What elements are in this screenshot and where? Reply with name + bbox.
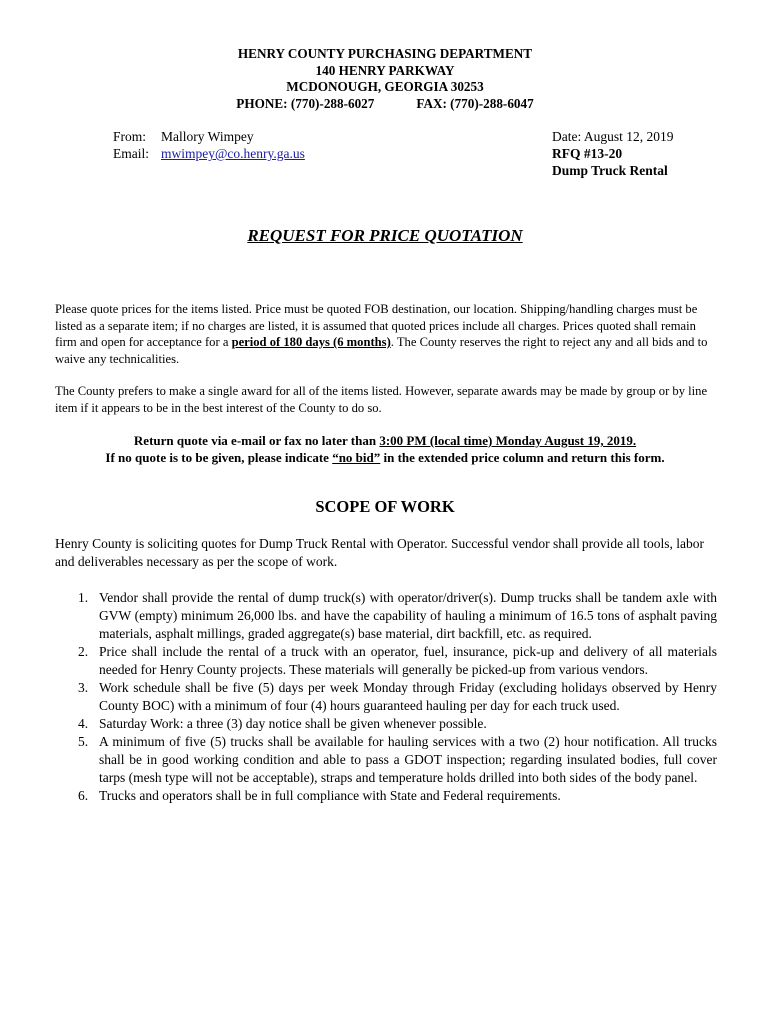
list-text: Trucks and operators shall be in full compliance with State and Federal requirements.	[99, 788, 561, 803]
rfq-subject: Dump Truck Rental	[552, 163, 668, 178]
list-text: Work schedule shall be five (5) days per week Monday through Friday (excluding holidays observed by Henry County BOC) with a minimum of four (4) hours guaranteed hauling per day for each truck used.	[99, 680, 717, 713]
list-item	[55, 733, 717, 787]
fax-number: FAX: (770)-288-6047	[416, 95, 534, 111]
list-number: 3.	[78, 680, 89, 695]
scope-intro: Henry County is soliciting quotes for Dump Truck Rental with Operator. Successful vendor shall provide all tools, labor and deliverables necessary as per the scope of work.	[55, 536, 705, 569]
from-row	[113, 128, 305, 145]
pricing-terms-paragraph	[55, 301, 713, 367]
pricing-terms-text: Please quote prices for the items listed. Price must be quoted FOB destination, our location. Shipping/handling charges must be listed as a separate item; if no charges are listed, it is assumed that quoted prices include all charges. Prices quoted shall remain firm and open for acceptance for a	[55, 302, 698, 349]
list-item	[55, 679, 717, 715]
phone-number: PHONE: (770)-288-6027	[236, 95, 375, 111]
acceptance-period: period of 180 days (6 months)	[231, 335, 391, 349]
return-deadline-line	[0, 432, 770, 449]
list-text: Vendor shall provide the rental of dump truck(s) with operator/driver(s). Dump trucks shall be tandem axle with GVW (empty) minimum 26,000 lbs. and have the capability of hauling a minimum of 16.5 tons of asphalt paving materials, asphalt millings, graded aggregate(s) base material, dirt backfill, etc. as required.	[99, 590, 717, 641]
email-row	[113, 145, 305, 162]
rfq-number: RFQ #13-20	[552, 146, 623, 161]
no-bid-term: “no bid”	[332, 450, 381, 465]
no-bid-text: If no quote is to be given, please indicate	[105, 450, 333, 465]
no-bid-text-end: in the extended price column and return this form.	[380, 450, 665, 465]
scope-list	[55, 589, 717, 805]
list-item	[55, 643, 717, 679]
rfq-date: Date: August 12, 2019	[552, 129, 674, 144]
return-deadline: 3:00 PM (local time) Monday August 19, 2019.	[379, 433, 637, 448]
award-paragraph: The County prefers to make a single award for all of the items listed. However, separate awards may be made by group or by line item if it appears to be in the best interest of the County to do so.	[55, 384, 708, 415]
list-text: Saturday Work: a three (3) day notice shall be given whenever possible.	[99, 716, 487, 731]
list-text: Price shall include the rental of a truck with an operator, fuel, insurance, pick-up and delivery of all materials needed for Henry County projects. These materials will generally be picked-up from various vendors.	[99, 644, 717, 677]
list-text: A minimum of five (5) trucks shall be available for hauling services with a two (2) hour notification. All trucks shall be in good working condition and able to pass a GDOT inspection; regarding insulated bodies, full cover tarps (mesh type will not be acceptable), straps and temperature holds drilled into both sides of the body panel.	[99, 734, 717, 785]
scope-heading: SCOPE OF WORK	[315, 497, 455, 516]
street-address: 140 HENRY PARKWAY	[315, 62, 455, 78]
email-label: Email:	[113, 146, 149, 161]
list-number: 1.	[78, 590, 89, 605]
return-deadline-text: Return quote via e-mail or fax no later than	[133, 433, 380, 448]
city-state-zip: MCDONOUGH, GEORGIA 30253	[286, 79, 484, 94]
document-title: REQUEST FOR PRICE QUOTATION	[247, 226, 523, 245]
letterhead	[0, 46, 770, 112]
list-number: 4.	[78, 716, 89, 731]
from-label: From:	[113, 129, 147, 144]
list-number: 2.	[78, 644, 89, 659]
return-instructions	[0, 432, 770, 466]
list-number: 5.	[78, 734, 89, 749]
list-item	[55, 589, 717, 643]
contact-block	[113, 128, 305, 162]
pricing-terms-text-end: . The County reserves the right to reject any and all bids and to waive any technicalities.	[55, 335, 708, 366]
list-item	[55, 715, 717, 733]
no-bid-line	[0, 449, 770, 466]
department-name: HENRY COUNTY PURCHASING DEPARTMENT	[237, 46, 533, 61]
list-number: 6.	[78, 788, 89, 803]
list-item	[55, 787, 717, 805]
phone-fax-line	[0, 96, 770, 113]
rfq-info	[552, 128, 674, 179]
from-value: Mallory Wimpey	[161, 129, 254, 144]
email-link[interactable]: mwimpey@co.henry.ga.us	[161, 146, 305, 161]
